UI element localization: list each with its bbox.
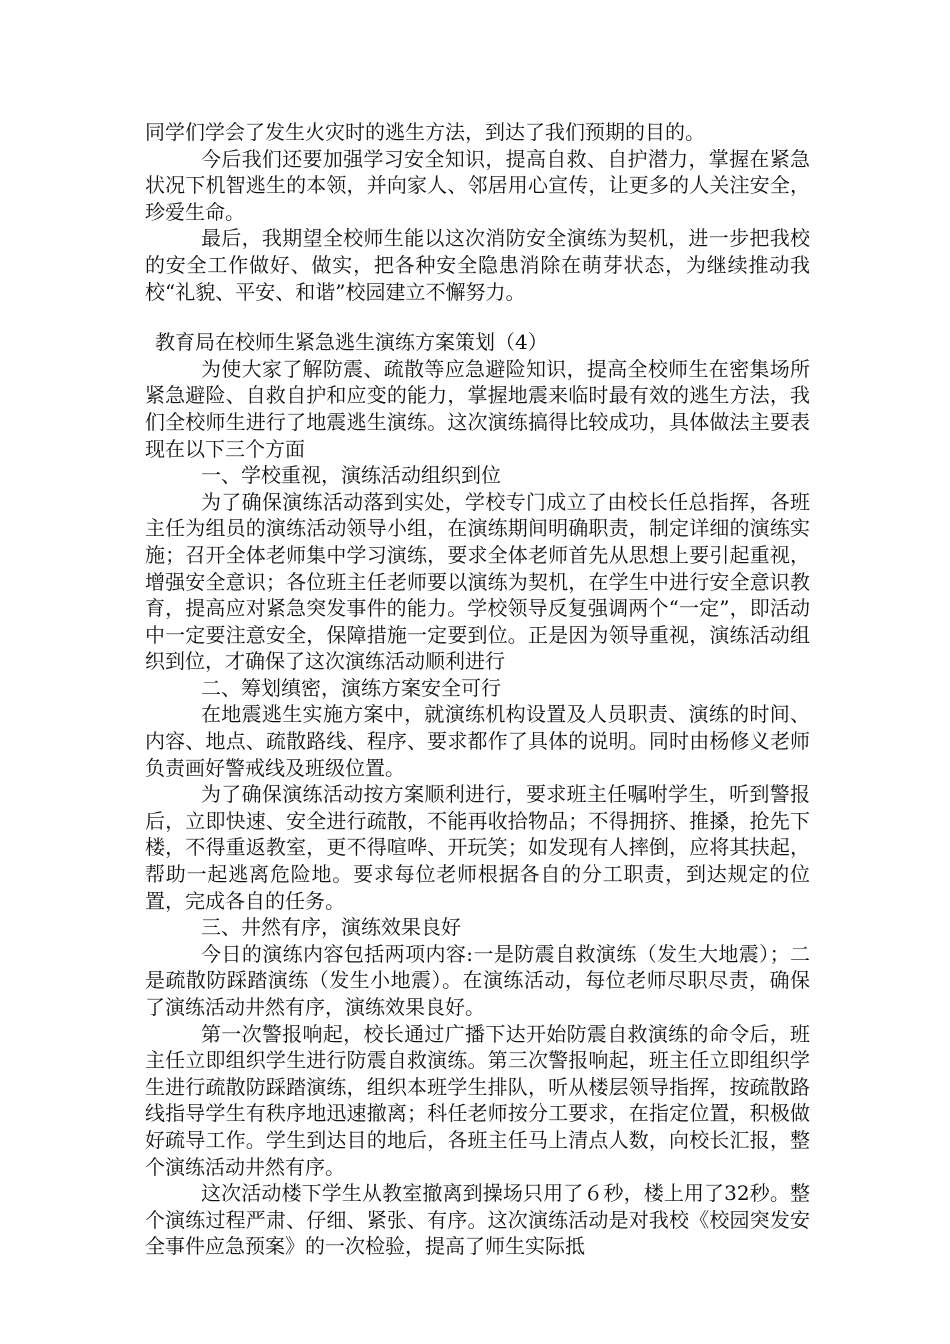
paragraph: 为了确保演练活动按方案顺利进行，要求班主任嘱咐学生，听到警报后，立即快速、安全进行疏散，不能再收拾物品；不得拥挤、推搡，抢先下楼，不得重返教室，更不得喧哗、开玩笑；如发现有人摔倒，应将其扶起，帮助一起逃离危险地。要求每位老师根据各自的分工职责，到达规定的位置，完成各自的任务。 [145,782,810,913]
subheading: 二、筹划缜密，演练方案安全可行 [201,675,501,700]
section-gap [145,305,810,329]
subheading: 一、学校重视，演练活动组织到位 [201,463,501,488]
document-body [145,119,810,1260]
subheading: 三、井然有序，演练效果良好 [201,915,461,940]
paragraph: 最后，我期望全校师生能以这次消防安全演练为契机，进一步把我校的安全工作做好、做实，把各种安全隐患消除在萌芽状态，为继续推动我校“礼貌、平安、和谐”校园建立不懈努力。 [145,226,810,304]
paragraph: 今日的演练内容包括两项内容:一是防震自救演练（发生大地震）；二是疏散防踩踏演练（发生小地震）。在演练活动，每位老师尽职尽责，确保了演练活动井然有序，演练效果良好。 [145,941,810,1019]
paragraph: 为使大家了解防震、疏散等应急避险知识，提高全校师生在密集场所紧急避险、自救自护和应变的能力，掌握地震来临时最有效的逃生方法，我们全校师生进行了地震逃生演练。这次演练搞得比较成功，具体做法主要表现在以下三个方面 [145,356,810,461]
paragraph: 同学们学会了发生火灾时的逃生方法，到达了我们预期的目的。 [145,120,705,144]
paragraph: 为了确保演练活动落到实处，学校专门成立了由校长任总指挥，各班主任为组员的演练活动领导小组，在演练期间明确职责，制定详细的演练实施；召开全体老师集中学习演练，要求全体老师首先从思想上要引起重视，增强安全意识；各位班主任老师要以演练为契机，在学生中进行安全意识教育，提高应对紧急突发事件的能力。学校领导反复强调两个“一定”，即活动中一定要注意安全，保障措施一定要到位。正是因为领导重视，演练活动组织到位，才确保了这次演练活动顺利进行 [145,489,810,674]
paragraph: 在地震逃生实施方案中，就演练机构设置及人员职责、演练的时间、内容、地点、疏散路线、程序、要求都作了具体的说明。同时由杨修义老师负责画好警戒线及班级位置。 [145,702,810,780]
section-title: 教育局在校师生紧急逃生演练方案策划（4） [155,330,548,355]
paragraph: 今后我们还要加强学习安全知识，提高自救、自护潜力，掌握在紧急状况下机智逃生的本领，并向家人、邻居用心宣传，让更多的人关注安全，珍爱生命。 [145,146,810,224]
paragraph: 这次活动楼下学生从教室撤离到操场只用了６秒，楼上用了32秒。整个演练过程严肃、仔细、紧张、有序。这次演练活动是对我校《校园突发安全事件应急预案》的一次检验，提高了师生实际抵 [145,1181,810,1259]
paragraph: 第一次警报响起，校长通过广播下达开始防震自救演练的命令后，班主任立即组织学生进行防震自救演练。第三次警报响起，班主任立即组织学生进行疏散防踩踏演练，组织本班学生排队，听从楼层领导指挥，按疏散路线指导学生有秩序地迅速撤离；科任老师按分工要求，在指定位置，积极做好疏导工作。学生到达目的地后，各班主任马上清点人数，向校长汇报，整个演练活动井然有序。 [145,1021,810,1179]
